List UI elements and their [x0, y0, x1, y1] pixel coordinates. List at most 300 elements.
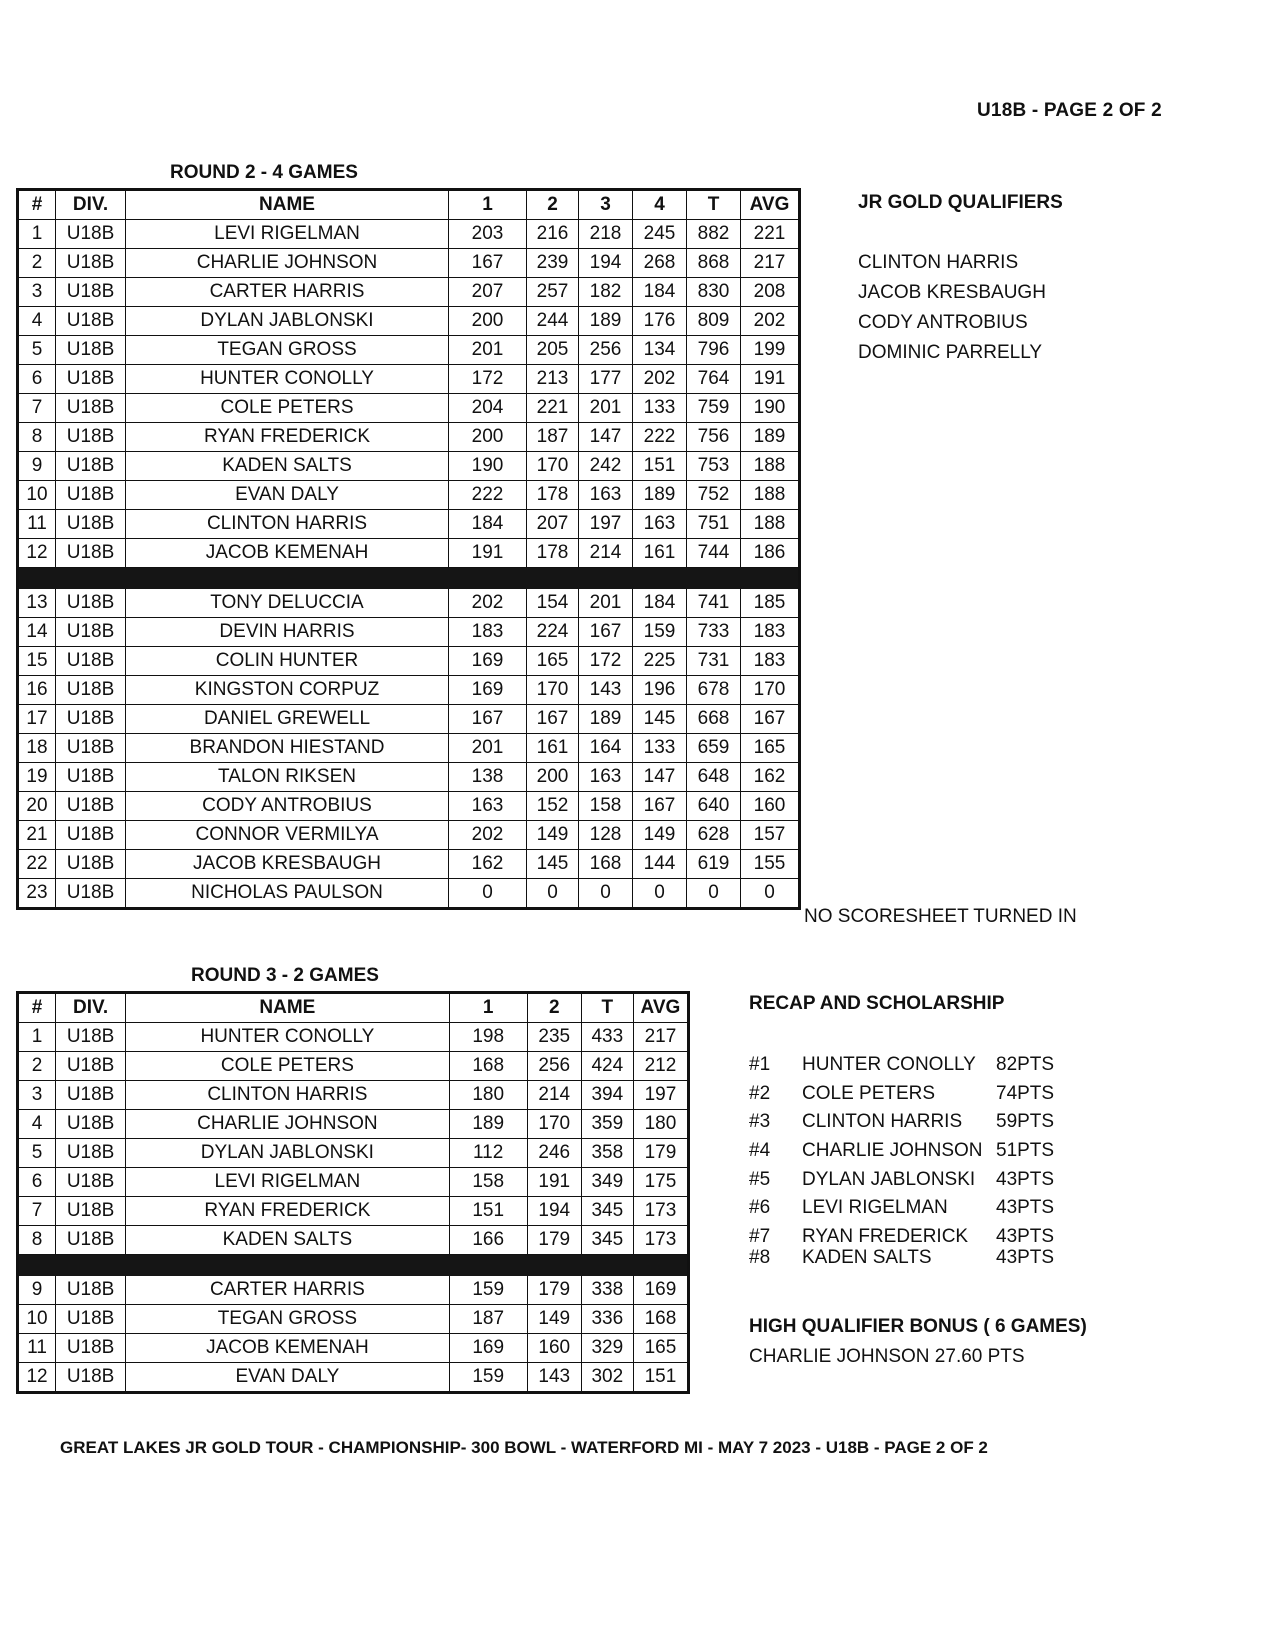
- round2-header-cell: AVG: [741, 190, 800, 220]
- round3-header-row: [18, 993, 689, 1023]
- recap-rank: #7: [749, 1226, 771, 1247]
- table-cell: 163: [579, 763, 633, 792]
- table-cell: 759: [687, 394, 741, 423]
- round2-header-cell: DIV.: [56, 190, 126, 220]
- round2-header-cell: 1: [449, 190, 527, 220]
- table-cell: 17: [18, 705, 56, 734]
- recap-heading: RECAP AND SCHOLARSHIP: [749, 993, 1005, 1014]
- round3-title: ROUND 3 - 2 GAMES: [191, 965, 379, 986]
- recap-entry: [749, 1136, 1109, 1166]
- table-cell: 149: [633, 821, 687, 850]
- table-cell: U18B: [56, 1226, 126, 1255]
- table-cell: 128: [579, 821, 633, 850]
- table-cell: 359: [581, 1110, 633, 1139]
- table-cell: 173: [633, 1226, 688, 1255]
- table-cell: 213: [527, 365, 579, 394]
- table-cell: DYLAN JABLONSKI: [126, 1139, 449, 1168]
- table-cell: 882: [687, 220, 741, 249]
- table-cell: 144: [633, 850, 687, 879]
- table-cell: RYAN FREDERICK: [126, 423, 449, 452]
- table-cell: CHARLIE JOHNSON: [126, 1110, 449, 1139]
- table-cell: 246: [527, 1139, 581, 1168]
- table-cell: 160: [527, 1334, 581, 1363]
- round2-header-cell: 4: [633, 190, 687, 220]
- table-cell: EVAN DALY: [126, 1363, 449, 1393]
- table-cell: 169: [449, 676, 527, 705]
- table-cell: 207: [449, 278, 527, 307]
- table-cell: 214: [579, 539, 633, 568]
- table-cell: BRANDON HIESTAND: [126, 734, 449, 763]
- table-row: [18, 539, 800, 568]
- table-row: [18, 676, 800, 705]
- table-cell: 184: [449, 510, 527, 539]
- table-row: [18, 249, 800, 278]
- table-cell: 0: [633, 879, 687, 909]
- table-cell: 194: [579, 249, 633, 278]
- table-cell: 202: [449, 589, 527, 618]
- table-cell: 640: [687, 792, 741, 821]
- table-row: [18, 1226, 689, 1255]
- table-cell: 180: [449, 1081, 527, 1110]
- table-cell: 191: [449, 539, 527, 568]
- table-cell: 731: [687, 647, 741, 676]
- table-cell: 168: [449, 1052, 527, 1081]
- table-cell: 159: [449, 1276, 527, 1305]
- table-cell: 268: [633, 249, 687, 278]
- cut-line-row: [18, 1255, 689, 1276]
- table-cell: 162: [449, 850, 527, 879]
- table-cell: 10: [18, 481, 56, 510]
- table-cell: COLE PETERS: [126, 394, 449, 423]
- table-cell: 21: [18, 821, 56, 850]
- table-cell: 204: [449, 394, 527, 423]
- table-row: [18, 647, 800, 676]
- table-cell: TEGAN GROSS: [126, 336, 449, 365]
- jr-gold-qualifier: JACOB KRESBAUGH: [858, 282, 1046, 303]
- round2-header-cell: NAME: [126, 190, 449, 220]
- table-cell: 20: [18, 792, 56, 821]
- table-cell: 196: [633, 676, 687, 705]
- recap-rank: #3: [749, 1111, 771, 1132]
- table-cell: U18B: [56, 249, 126, 278]
- round3-header-cell: AVG: [633, 993, 688, 1023]
- table-cell: 167: [741, 705, 800, 734]
- table-row: [18, 1139, 689, 1168]
- table-cell: 256: [527, 1052, 581, 1081]
- table-cell: 6: [18, 365, 56, 394]
- table-cell: 202: [741, 307, 800, 336]
- table-cell: 191: [741, 365, 800, 394]
- table-cell: 187: [449, 1305, 527, 1334]
- table-cell: 200: [449, 423, 527, 452]
- table-cell: 8: [18, 423, 56, 452]
- table-cell: 239: [527, 249, 579, 278]
- table-cell: 8: [18, 1226, 56, 1255]
- recap-name: DYLAN JABLONSKI: [802, 1169, 976, 1190]
- table-cell: CARTER HARRIS: [126, 278, 449, 307]
- table-cell: CODY ANTROBIUS: [126, 792, 449, 821]
- table-cell: 183: [741, 618, 800, 647]
- table-cell: U18B: [56, 510, 126, 539]
- round3-header-cell: #: [18, 993, 56, 1023]
- table-cell: 424: [581, 1052, 633, 1081]
- table-cell: 207: [527, 510, 579, 539]
- table-cell: 201: [449, 336, 527, 365]
- table-cell: 151: [633, 452, 687, 481]
- table-cell: 217: [741, 249, 800, 278]
- recap-name: CLINTON HARRIS: [802, 1111, 963, 1132]
- table-cell: 16: [18, 676, 56, 705]
- table-cell: 179: [527, 1276, 581, 1305]
- table-cell: 161: [527, 734, 579, 763]
- jr-gold-qualifier: CODY ANTROBIUS: [858, 312, 1028, 333]
- table-cell: 11: [18, 1334, 56, 1363]
- recap-entry: [749, 1079, 1109, 1109]
- table-cell: 155: [741, 850, 800, 879]
- table-cell: 245: [633, 220, 687, 249]
- table-row: [18, 850, 800, 879]
- table-cell: 203: [449, 220, 527, 249]
- page-label: U18B - PAGE 2 OF 2: [977, 100, 1162, 121]
- table-cell: 197: [633, 1081, 688, 1110]
- table-cell: 394: [581, 1081, 633, 1110]
- table-cell: 191: [527, 1168, 581, 1197]
- table-cell: 830: [687, 278, 741, 307]
- round2-body: [18, 220, 800, 909]
- table-row: [18, 423, 800, 452]
- round3-header-cell: DIV.: [56, 993, 126, 1023]
- table-cell: KINGSTON CORPUZ: [126, 676, 449, 705]
- table-cell: 7: [18, 394, 56, 423]
- table-cell: 180: [633, 1110, 688, 1139]
- recap-pts: 59PTS: [996, 1111, 1055, 1132]
- table-cell: 167: [579, 618, 633, 647]
- table-cell: 218: [579, 220, 633, 249]
- table-row: [18, 589, 800, 618]
- table-cell: 221: [527, 394, 579, 423]
- table-cell: 143: [579, 676, 633, 705]
- table-cell: 7: [18, 1197, 56, 1226]
- cut-line: [18, 1255, 689, 1276]
- table-cell: 201: [579, 394, 633, 423]
- round3-header-cell: NAME: [126, 993, 449, 1023]
- table-row: [18, 1081, 689, 1110]
- recap-entry: [749, 1107, 1109, 1137]
- table-cell: 158: [449, 1168, 527, 1197]
- table-cell: 194: [527, 1197, 581, 1226]
- table-cell: U18B: [56, 1334, 126, 1363]
- table-cell: 796: [687, 336, 741, 365]
- table-cell: 9: [18, 1276, 56, 1305]
- table-cell: U18B: [56, 821, 126, 850]
- table-cell: 358: [581, 1139, 633, 1168]
- table-cell: 149: [527, 821, 579, 850]
- table-row: [18, 220, 800, 249]
- table-cell: 224: [527, 618, 579, 647]
- table-cell: 133: [633, 394, 687, 423]
- table-cell: U18B: [56, 365, 126, 394]
- table-cell: 753: [687, 452, 741, 481]
- round2-header-cell: 2: [527, 190, 579, 220]
- table-cell: COLIN HUNTER: [126, 647, 449, 676]
- table-cell: U18B: [56, 1363, 126, 1393]
- table-cell: U18B: [56, 394, 126, 423]
- recap-pts: 43PTS: [996, 1169, 1055, 1190]
- table-cell: 179: [527, 1226, 581, 1255]
- table-row: [18, 821, 800, 850]
- table-cell: 189: [579, 307, 633, 336]
- table-cell: 189: [633, 481, 687, 510]
- table-row: [18, 763, 800, 792]
- table-cell: U18B: [56, 1052, 126, 1081]
- table-cell: 0: [741, 879, 800, 909]
- bonus-text: CHARLIE JOHNSON 27.60 PTS: [749, 1346, 1025, 1367]
- table-cell: U18B: [56, 1023, 126, 1052]
- table-cell: 170: [527, 676, 579, 705]
- table-cell: 175: [633, 1168, 688, 1197]
- table-cell: 163: [579, 481, 633, 510]
- table-cell: U18B: [56, 307, 126, 336]
- table-cell: 173: [633, 1197, 688, 1226]
- table-cell: U18B: [56, 676, 126, 705]
- table-cell: 2: [18, 1052, 56, 1081]
- table-row: [18, 1197, 689, 1226]
- table-row: [18, 278, 800, 307]
- table-cell: 5: [18, 336, 56, 365]
- table-cell: 183: [741, 647, 800, 676]
- table-cell: 5: [18, 1139, 56, 1168]
- table-cell: 10: [18, 1305, 56, 1334]
- footer: GREAT LAKES JR GOLD TOUR - CHAMPIONSHIP- 300 BOWL - WATERFORD MI - MAY 7 2023 - U18B - PAGE 2 OF 2: [60, 1438, 988, 1457]
- table-cell: 628: [687, 821, 741, 850]
- round3-header-cell: 1: [449, 993, 527, 1023]
- table-cell: RYAN FREDERICK: [126, 1197, 449, 1226]
- table-cell: 147: [633, 763, 687, 792]
- table-cell: 145: [527, 850, 579, 879]
- recap-pts: 43PTS: [996, 1197, 1055, 1218]
- cut-line-row: [18, 568, 800, 589]
- round3-table: [16, 991, 690, 1394]
- table-cell: 151: [633, 1363, 688, 1393]
- table-cell: U18B: [56, 792, 126, 821]
- table-cell: CLINTON HARRIS: [126, 510, 449, 539]
- table-cell: U18B: [56, 763, 126, 792]
- table-row: [18, 1276, 689, 1305]
- table-cell: 1: [18, 220, 56, 249]
- table-cell: 134: [633, 336, 687, 365]
- table-cell: U18B: [56, 423, 126, 452]
- table-cell: 165: [633, 1334, 688, 1363]
- round2-header-cell: T: [687, 190, 741, 220]
- table-cell: 157: [741, 821, 800, 850]
- table-cell: 345: [581, 1226, 633, 1255]
- table-cell: 168: [579, 850, 633, 879]
- table-cell: 159: [633, 618, 687, 647]
- table-cell: 752: [687, 481, 741, 510]
- table-cell: COLE PETERS: [126, 1052, 449, 1081]
- table-cell: 214: [527, 1081, 581, 1110]
- table-row: [18, 510, 800, 539]
- table-cell: 158: [579, 792, 633, 821]
- table-cell: 138: [449, 763, 527, 792]
- table-cell: 217: [633, 1023, 688, 1052]
- table-cell: 678: [687, 676, 741, 705]
- recap-name: KADEN SALTS: [802, 1247, 932, 1268]
- table-cell: 202: [633, 365, 687, 394]
- table-cell: 154: [527, 589, 579, 618]
- table-cell: 257: [527, 278, 579, 307]
- round3-header-cell: 2: [527, 993, 581, 1023]
- table-cell: 182: [579, 278, 633, 307]
- table-cell: 4: [18, 307, 56, 336]
- recap-entry: [749, 1193, 1109, 1223]
- table-cell: NICHOLAS PAULSON: [126, 879, 449, 909]
- table-cell: 170: [527, 1110, 581, 1139]
- recap-name: LEVI RIGELMAN: [802, 1197, 948, 1218]
- table-row: [18, 1023, 689, 1052]
- table-cell: 133: [633, 734, 687, 763]
- table-cell: 349: [581, 1168, 633, 1197]
- recap-entry: [749, 1165, 1109, 1195]
- table-cell: 186: [741, 539, 800, 568]
- table-cell: 212: [633, 1052, 688, 1081]
- table-cell: 221: [741, 220, 800, 249]
- table-cell: U18B: [56, 1197, 126, 1226]
- table-cell: 198: [449, 1023, 527, 1052]
- table-cell: 163: [633, 510, 687, 539]
- table-cell: CONNOR VERMILYA: [126, 821, 449, 850]
- table-cell: 172: [449, 365, 527, 394]
- table-cell: 167: [527, 705, 579, 734]
- table-cell: 188: [741, 510, 800, 539]
- recap-pts: 82PTS: [996, 1054, 1055, 1075]
- recap-name: RYAN FREDERICK: [802, 1226, 969, 1247]
- table-cell: HUNTER CONOLLY: [126, 365, 449, 394]
- table-cell: 2: [18, 249, 56, 278]
- jr-gold-list: [858, 248, 1046, 368]
- table-cell: CARTER HARRIS: [126, 1276, 449, 1305]
- recap-rank: #4: [749, 1140, 771, 1161]
- table-cell: 336: [581, 1305, 633, 1334]
- table-row: [18, 1110, 689, 1139]
- table-cell: 167: [449, 705, 527, 734]
- table-cell: 179: [633, 1139, 688, 1168]
- table-cell: 0: [687, 879, 741, 909]
- table-cell: 161: [633, 539, 687, 568]
- table-row: [18, 307, 800, 336]
- table-cell: 1: [18, 1023, 56, 1052]
- table-row: [18, 705, 800, 734]
- table-cell: 165: [741, 734, 800, 763]
- table-cell: CLINTON HARRIS: [126, 1081, 449, 1110]
- table-cell: 619: [687, 850, 741, 879]
- table-cell: LEVI RIGELMAN: [126, 220, 449, 249]
- jr-gold-heading: JR GOLD QUALIFIERS: [858, 192, 1063, 213]
- recap-name: CHARLIE JOHNSON: [802, 1140, 983, 1161]
- recap-entry: [749, 1243, 1109, 1273]
- table-cell: CHARLIE JOHNSON: [126, 249, 449, 278]
- table-cell: 744: [687, 539, 741, 568]
- table-cell: 12: [18, 539, 56, 568]
- table-row: [18, 452, 800, 481]
- table-cell: 170: [741, 676, 800, 705]
- recap-rank: #5: [749, 1169, 771, 1190]
- table-cell: 648: [687, 763, 741, 792]
- table-cell: U18B: [56, 1139, 126, 1168]
- table-cell: 751: [687, 510, 741, 539]
- table-cell: 13: [18, 589, 56, 618]
- table-row: [18, 1334, 689, 1363]
- table-cell: 0: [527, 879, 579, 909]
- table-row: [18, 394, 800, 423]
- table-cell: 733: [687, 618, 741, 647]
- table-cell: 6: [18, 1168, 56, 1197]
- round3-body: [18, 1023, 689, 1393]
- table-cell: 0: [579, 879, 633, 909]
- table-cell: U18B: [56, 850, 126, 879]
- table-cell: U18B: [56, 647, 126, 676]
- recap-pts: 43PTS: [996, 1226, 1055, 1247]
- table-cell: 11: [18, 510, 56, 539]
- recap-name: HUNTER CONOLLY: [802, 1054, 976, 1075]
- table-cell: 189: [741, 423, 800, 452]
- table-row: [18, 792, 800, 821]
- table-cell: 197: [579, 510, 633, 539]
- round2-header-row: [18, 190, 800, 220]
- table-cell: 201: [449, 734, 527, 763]
- table-cell: 183: [449, 618, 527, 647]
- table-cell: 256: [579, 336, 633, 365]
- table-cell: 149: [527, 1305, 581, 1334]
- recap-rank: #1: [749, 1054, 771, 1075]
- table-cell: U18B: [56, 336, 126, 365]
- table-cell: 302: [581, 1363, 633, 1393]
- table-cell: U18B: [56, 220, 126, 249]
- recap-name: COLE PETERS: [802, 1083, 936, 1104]
- table-cell: 9: [18, 452, 56, 481]
- table-cell: 345: [581, 1197, 633, 1226]
- table-cell: U18B: [56, 1110, 126, 1139]
- table-cell: 338: [581, 1276, 633, 1305]
- recap-pts: 43PTS: [996, 1247, 1055, 1268]
- table-cell: 189: [449, 1110, 527, 1139]
- table-cell: 205: [527, 336, 579, 365]
- table-cell: 242: [579, 452, 633, 481]
- table-cell: 222: [449, 481, 527, 510]
- jr-gold-qualifier: CLINTON HARRIS: [858, 252, 1019, 273]
- table-cell: 145: [633, 705, 687, 734]
- table-cell: 23: [18, 879, 56, 909]
- table-cell: 4: [18, 1110, 56, 1139]
- table-cell: 222: [633, 423, 687, 452]
- recap-pts: 51PTS: [996, 1140, 1055, 1161]
- round3-header-cell: T: [581, 993, 633, 1023]
- cut-line: [18, 568, 800, 589]
- table-cell: U18B: [56, 278, 126, 307]
- table-cell: KADEN SALTS: [126, 452, 449, 481]
- table-cell: 168: [633, 1305, 688, 1334]
- table-cell: KADEN SALTS: [126, 1226, 449, 1255]
- table-cell: 244: [527, 307, 579, 336]
- table-cell: 208: [741, 278, 800, 307]
- table-cell: 185: [741, 589, 800, 618]
- table-cell: EVAN DALY: [126, 481, 449, 510]
- recap-rank: #8: [749, 1247, 771, 1268]
- table-cell: 668: [687, 705, 741, 734]
- table-cell: U18B: [56, 1168, 126, 1197]
- table-cell: 152: [527, 792, 579, 821]
- table-cell: U18B: [56, 1305, 126, 1334]
